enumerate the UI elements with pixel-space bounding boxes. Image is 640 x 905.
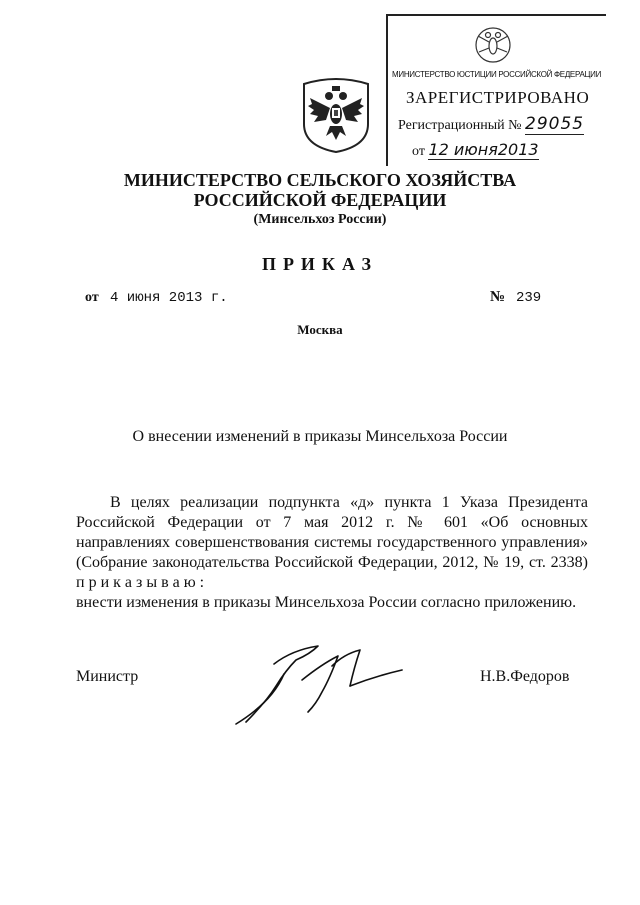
stamp-emblem-icon	[472, 24, 514, 66]
signatory-role: Министр	[76, 668, 139, 685]
ministry-abbreviation: (Минсельхоз России)	[253, 212, 387, 227]
order-city: Москва	[297, 322, 343, 337]
coat-of-arms-emblem	[296, 74, 376, 154]
order-number-label: №	[490, 289, 506, 305]
body-paragraph-preamble: В целях реализации подпункта «д» пункта 1 Указа Президента Российской Федерации от 7 мая 2012 г. № 601 «Об основных направлениях совершенствования системы государственного управления» (Собрание законодательства Российской Федерации, 2012, № 19, ст. 2338) п р и к а з ы в а ю :	[76, 494, 588, 591]
stamp-year: 2013	[497, 140, 539, 159]
handwritten-signature	[226, 640, 446, 726]
stamp-date-line	[412, 140, 539, 160]
order-subject: О внесении изменений в приказы Минсельхоза России	[132, 428, 508, 445]
stamp-title: ЗАРЕГИСТРИРОВАНО	[406, 88, 590, 107]
order-date: 4 июня 2013 г.	[110, 290, 228, 306]
registration-stamp	[386, 14, 606, 166]
body-paragraph-directive: внести изменения в приказы Минсельхоза России согласно приложению.	[76, 594, 577, 611]
ministry-name-line1: МИНИСТЕРСТВО СЕЛЬСКОГО ХОЗЯЙСТВА	[123, 170, 517, 190]
stamp-date-handwritten: 12 июня	[428, 140, 498, 159]
stamp-ministry-name: МИНИСТЕРСТВО ЮСТИЦИИ РОССИЙСКОЙ ФЕДЕРАЦИИ	[392, 70, 602, 79]
ministry-name-line2: РОССИЙСКОЙ ФЕДЕРАЦИИ	[193, 190, 447, 210]
stamp-reg-number: 29055	[525, 114, 585, 134]
order-number: 239	[516, 290, 542, 306]
order-body	[76, 493, 588, 613]
stamp-date-prefix: от	[412, 144, 425, 159]
stamp-reg-label: Регистрационный №	[398, 118, 522, 133]
signatory-name: Н.В.Федоров	[480, 668, 570, 685]
stamp-registration-line	[398, 114, 584, 134]
order-date-label: от	[85, 290, 99, 305]
document-title: ПРИКАЗ	[261, 254, 379, 274]
